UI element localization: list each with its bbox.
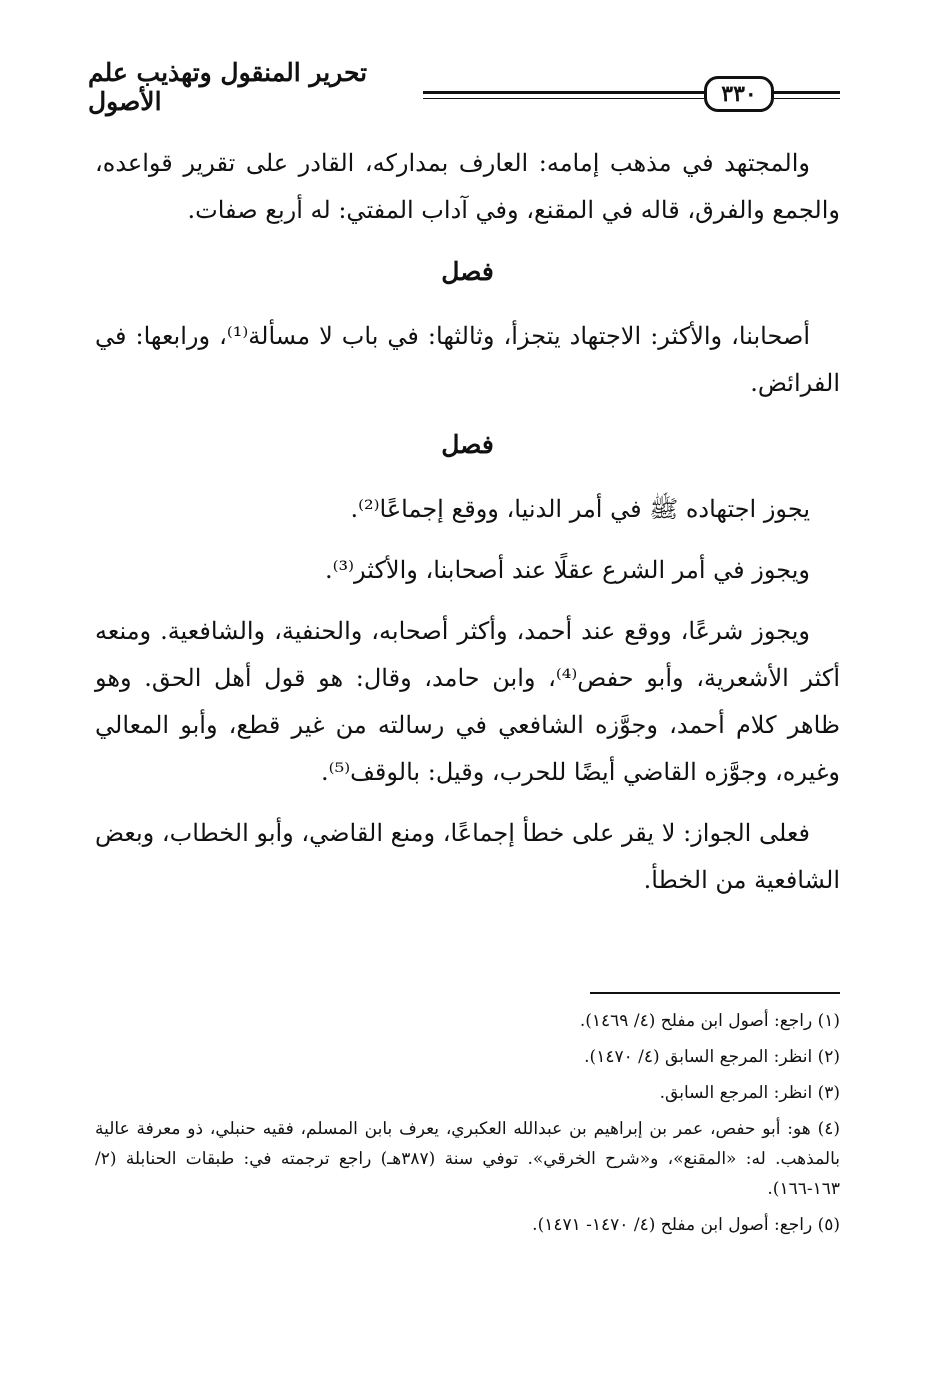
- page-number: ٣٣٠: [704, 76, 774, 112]
- footnote: (١) راجع: أصول ابن مفلح (٤/ ١٤٦٩).: [579, 1011, 840, 1031]
- footnote: (٥) راجع: أصول ابن مفلح (٤/ ١٤٧٠- ١٤٧١).: [532, 1215, 840, 1235]
- footnote-separator: [590, 992, 840, 994]
- footnotes: [95, 1006, 840, 1246]
- paragraph: أصحابنا، والأكثر: الاجتهاد يتجزأ، وثالثها: في باب لا مسألة⁽¹⁾، ورابعها: في الفرائض.: [95, 322, 840, 397]
- footnote: (٢) انظر: المرجع السابق (٤/ ١٤٧٠).: [584, 1047, 840, 1067]
- footnote: (٤) هو: أبو حفص، عمر بن إبراهيم بن عبدالله العكبري، يعرف بابن المسلم، فقيه حنبلي، ذو معرفة عالية بالمذهب. له: «المقنع»، و«شرح الخرقي». توفي سنة (٣٨٧هـ) راجع ترجمته في: طبقات الحنابلة (٢/ ١٦٣-١٦٦).: [95, 1119, 840, 1199]
- header-rule-left-thin: [423, 98, 704, 99]
- header-rule-right: [774, 91, 840, 94]
- paragraph: ويجوز شرعًا، ووقع عند أحمد، وأكثر أصحابه، والحنفية، والشافعية. ومنعه أكثر الأشعرية، وأبو حفص⁽⁴⁾، وابن حامد، وقال: هو قول أهل الحق. وهو ظاهر كلام أحمد، وجوَّزه الشافعي في رسالته من غير قطع، وأبو المعالي وغيره، وجوَّزه القاضي أيضًا للحرب، وقيل: بالوقف⁽⁵⁾.: [95, 617, 841, 786]
- running-title: تحرير المنقول وتهذيب علم الأصول: [88, 58, 368, 116]
- section-heading: فصل: [441, 430, 494, 459]
- page-header: [88, 58, 840, 118]
- paragraph: والمجتهد في مذهب إمامه: العارف بمداركه، القادر على تقرير قواعده، والجمع والفرق، قاله في المقنع، وفي آداب المفتي: له أربع صفات.: [95, 149, 840, 224]
- paragraph: فعلى الجواز: لا يقر على خطأ إجماعًا، ومنع القاضي، وأبو الخطاب، وبعض الشافعية من الخطأ.: [95, 819, 840, 894]
- paragraph: ويجوز في أمر الشرع عقلًا عند أصحابنا، والأكثر⁽³⁾.: [324, 556, 810, 584]
- footnote: (٣) انظر: المرجع السابق.: [659, 1083, 840, 1103]
- main-text: [95, 140, 840, 918]
- paragraph: يجوز اجتهاده ﷺ في أمر الدنيا، ووقع إجماعًا⁽²⁾.: [350, 495, 810, 523]
- header-rule-left: [423, 91, 704, 94]
- section-heading: فصل: [441, 257, 494, 286]
- header-rule-right-thin: [774, 98, 840, 99]
